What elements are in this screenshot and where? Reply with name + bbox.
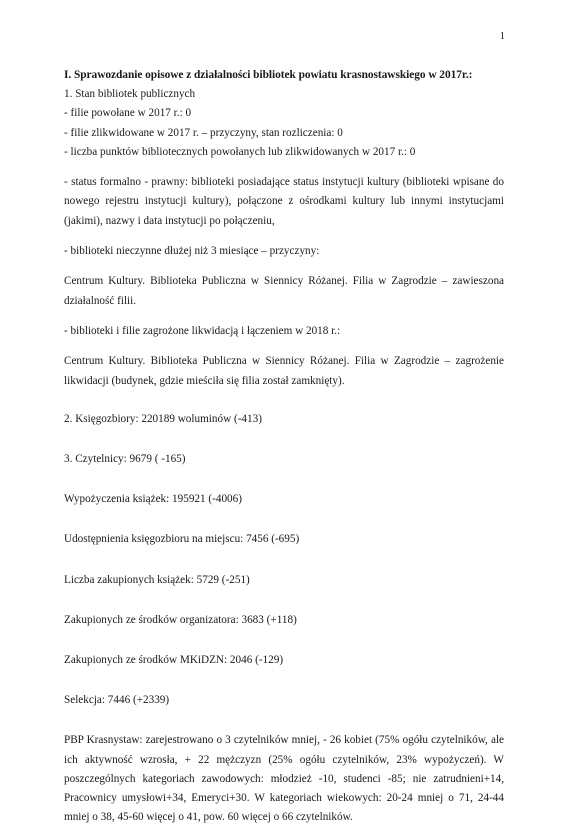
- document-body: [64, 66, 504, 839]
- purchased-ministry-stat: Zakupionych ze środków MKiDZN: 2046 (-129): [64, 654, 284, 666]
- inactive-libraries-detail: Centrum Kultury. Biblioteka Publiczna w Siennicy Różanej. Filia w Zagrodzie – zawieszona działalność filii.: [64, 275, 504, 307]
- readers-stat: 3. Czytelnicy: 9679 ( -165): [64, 452, 186, 465]
- report-title: I. Sprawozdanie opisowe z działalności bibliotek powiatu krasnostawskiego w 2017r.:: [64, 69, 473, 81]
- threatened-libraries: - biblioteki i filie zagrożone likwidacją i łączeniem w 2018 r.:: [64, 324, 341, 337]
- purchased-organizer-stat: Zakupionych ze środków organizatora: 3683 (+118): [64, 613, 297, 626]
- section-heading-library-status: 1. Stan bibliotek publicznych: [64, 88, 196, 101]
- inactive-libraries: - biblioteki nieczynne dłużej niż 3 miesiące – przyczyny:: [64, 245, 320, 257]
- threatened-libraries-detail: Centrum Kultury. Biblioteka Publiczna w Siennicy Różanej. Filia w Zagrodzie – zagrożenie likwidacji (budynek, gdzie mieściła się filia został zamknięty).: [64, 355, 504, 387]
- collections-stat: 2. Księgozbiory: 220189 woluminów (-413): [64, 412, 262, 425]
- selection-stat: Selekcja: 7446 (+2339): [64, 694, 170, 707]
- loans-stat: Wypożyczenia książek: 195921 (-4006): [64, 493, 242, 506]
- page-number: 1: [499, 31, 505, 42]
- purchased-books-stat: Liczba zakupionych książek: 5729 (-251): [64, 573, 250, 586]
- onsite-stat: Udostępnienia księgozbioru na miejscu: 7456 (-695): [64, 533, 300, 546]
- branches-created: - filie powołane w 2017 r.: 0: [64, 107, 192, 120]
- branches-closed: - filie zlikwidowane w 2017 r. – przyczyny, stan rozliczenia: 0: [64, 126, 343, 139]
- legal-status-paragraph: - status formalno - prawny: biblioteki posiadające status instytucji kultury (biblioteki wpisane do nowego rejestru instytucji kultury), połączone z ośrodkami kultury lub innymi instytucjami (jakimi), nazwy i data instytucji po połączeniu,: [64, 176, 504, 227]
- library-points: - liczba punktów bibliotecznych powołanych lub zlikwidowanych w 2017 r.: 0: [64, 145, 416, 158]
- pbp-krasnystaw-paragraph: PBP Krasnystaw: zarejestrowano o 3 czytelników mniej, - 26 kobiet (75% ogółu czytelników, ale ich aktywność wzrosła, + 22 mężczyzn (25% ogółu czytelników, 23% wypożyczeń). W poszczególnych kategoriach zawodowych: młodzież -10, studenci -85; nie zatrudnieni+14, Pracownicy umysłowi+34, Emeryci+30. W kategoriach wiekowych: 20-24 mniej o 71, 24-44 mniej o 38, 45-60 więcej o 41, pow. 60 więcej o 66 czytelników.: [64, 734, 504, 824]
